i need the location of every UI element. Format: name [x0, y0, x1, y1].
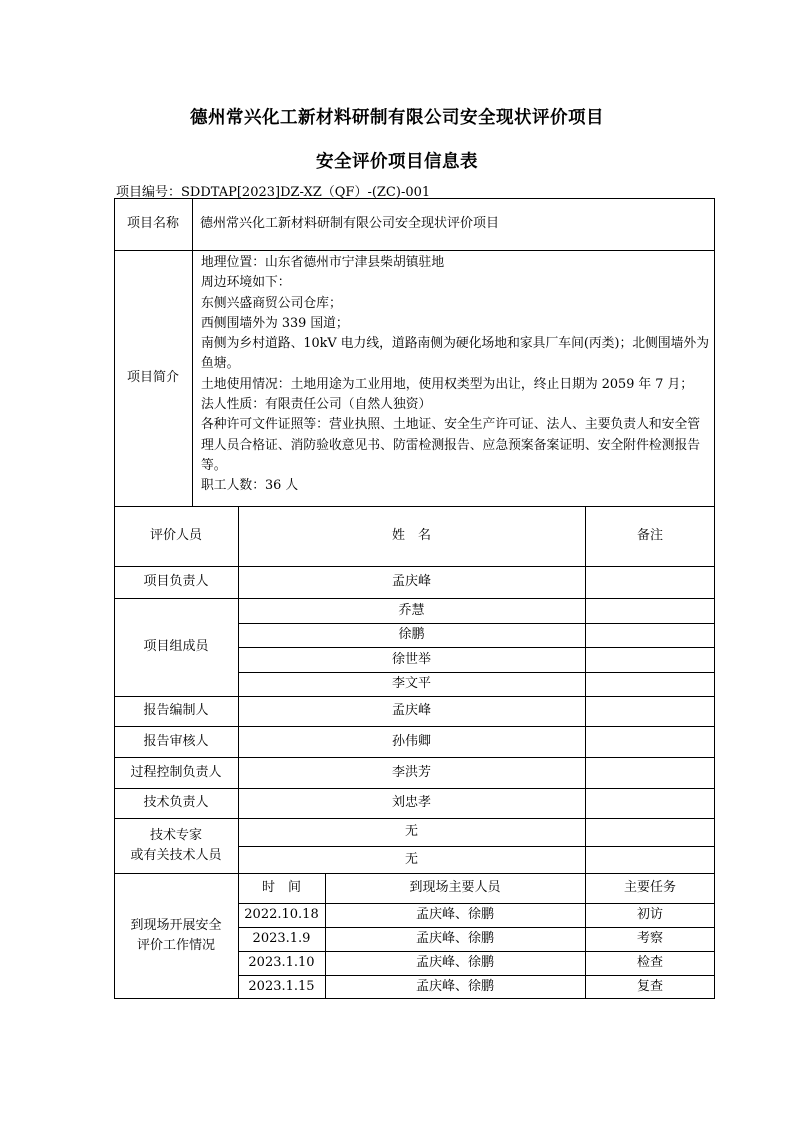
role-leader: 项目负责人 [143, 574, 209, 589]
role-process-control: 过程控制负责人 [130, 764, 222, 780]
name-member: 李文平 [391, 676, 431, 691]
intro-location: 地理位置：山东省德州市宁津县柴胡镇驻地 [201, 255, 445, 270]
role-reviewer: 报告审核人 [143, 733, 209, 749]
project-intro-content [201, 253, 711, 497]
document-title: 德州常兴化工新材料研制有限公司安全现状评价项目 [190, 108, 604, 128]
header-note: 备注 [636, 528, 663, 543]
role-experts [114, 818, 238, 873]
visit-task: 考察 [636, 931, 663, 946]
intro-west: 西侧围墙外为 339 国道； [201, 315, 349, 331]
visit-task: 检查 [636, 955, 663, 970]
intro-land-use: 土地使用情况：土地用途为工业用地，使用权类型为出让，终止日期为 2059 年 7 月； [201, 376, 694, 392]
visits-header-task: 主要任务 [623, 880, 676, 895]
visit-time: 2023.1.9 [252, 931, 311, 946]
intro-staff-count: 职工人数：36 人 [201, 478, 299, 494]
visit-task: 复查 [636, 979, 663, 994]
visit-people: 孟庆峰、徐鹏 [415, 907, 494, 922]
intro-surroundings-heading: 周边环境如下： [201, 275, 291, 291]
visits-header-time: 时 间 [261, 880, 301, 895]
name-member: 徐世举 [391, 651, 431, 667]
name-compiler: 孟庆峰 [391, 703, 431, 718]
role-experts-line2: 或有关技术人员 [130, 847, 222, 863]
project-name-label: 项目名称 [126, 216, 179, 231]
visit-people: 孟庆峰、徐鹏 [415, 955, 494, 970]
intro-south-north: 南侧为乡村道路、10kV 电力线，道路南侧为硬化场地和家具厂车间(丙类)；北侧围墙外为鱼塘。 [201, 336, 710, 372]
name-expert: 无 [404, 824, 418, 839]
project-intro-label: 项目简介 [126, 370, 179, 385]
name-expert: 无 [404, 851, 418, 867]
project-number-value: SDDTAP[2023]DZ-XZ（QF）-(ZC)-001 [181, 185, 431, 200]
intro-east: 东侧兴盛商贸公司仓库； [201, 295, 342, 311]
name-reviewer: 孙伟卿 [391, 733, 431, 749]
role-experts-line1: 技术专家 [149, 827, 202, 843]
document-subtitle: 安全评价项目信息表 [316, 152, 478, 172]
visit-task: 初访 [636, 907, 663, 922]
visits-label-line2: 评价工作情况 [136, 938, 215, 953]
visit-time: 2023.1.10 [248, 955, 315, 970]
visits-label-line1: 到现场开展安全 [130, 918, 222, 933]
visit-time: 2023.1.15 [248, 979, 315, 994]
project-name-value: 德州常兴化工新材料研制有限公司安全现状评价项目 [200, 216, 500, 231]
name-process-control: 李洪芳 [391, 764, 431, 780]
role-tech-lead: 技术负责人 [143, 795, 209, 810]
visits-header-people: 到现场主要人员 [409, 880, 501, 895]
header-role: 评价人员 [149, 528, 202, 543]
visit-people: 孟庆峰、徐鹏 [415, 979, 494, 994]
intro-legal-nature: 法人性质：有限责任公司（自然人独资） [201, 397, 432, 413]
name-member: 乔慧 [398, 602, 425, 618]
project-number-label: 项目编号： [116, 185, 182, 200]
intro-permits: 各种许可文件证照等：营业执照、土地证、安全生产许可证、法人、主要负责人和安全管理人员合格证、消防验收意见书、防雷检测报告、应急预案备案证明、安全附件检测报告等。 [201, 417, 701, 473]
role-compiler: 报告编制人 [143, 703, 209, 718]
visit-people: 孟庆峰、徐鹏 [415, 931, 494, 946]
visits-label [114, 873, 238, 999]
header-name: 姓 名 [391, 528, 431, 543]
visit-time: 2022.10.18 [244, 907, 319, 922]
role-members: 项目组成员 [143, 639, 209, 654]
name-leader: 孟庆峰 [391, 574, 431, 589]
name-tech-lead: 刘忠孝 [391, 795, 431, 810]
name-member: 徐鹏 [398, 627, 425, 642]
